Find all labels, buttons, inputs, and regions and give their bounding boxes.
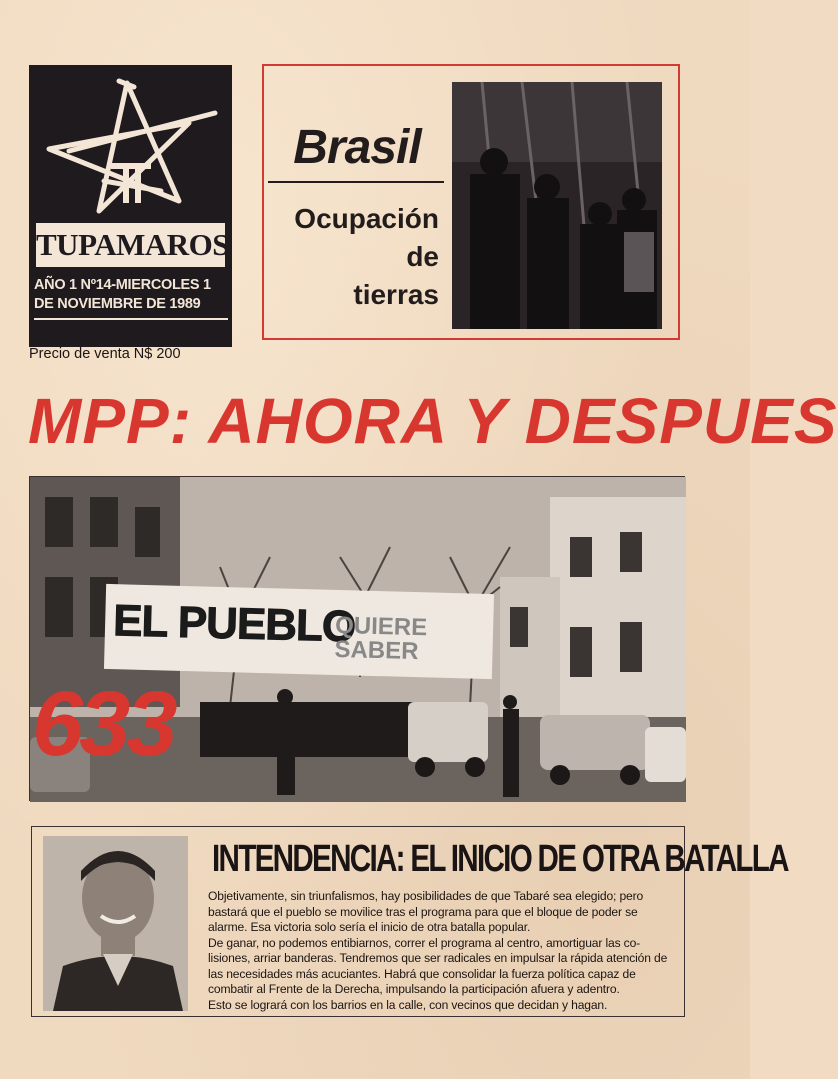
banner-sub-line-1: QUIERE xyxy=(334,611,428,642)
feature-photo-figures xyxy=(452,82,662,329)
graffiti-633: 633 xyxy=(32,673,174,775)
feature-subtitle-line-1: Ocupación xyxy=(294,203,439,234)
article-paragraph-2: De ganar, no podemos entibiarnos, correr el programa al centro, amortiguar las co-lisiones, arriar banderas. Tendremos que ser radicales en impulsar la rápida atención de las necesidades más acuciantes. Habrá que consolidar la fuerza política capaz de combatir al Frente de la Derecha, impulsando la participación afuera y adentro. xyxy=(208,935,668,996)
banner-sub-line-2: SABER xyxy=(334,635,419,666)
masthead-logo: TUPAMAROS xyxy=(36,223,225,267)
issue-line-2: DE NOVIEMBRE DE 1989 xyxy=(34,296,201,312)
article-body xyxy=(208,889,678,1013)
feature-photo xyxy=(452,82,662,329)
feature-subtitle-line-2: de xyxy=(406,241,439,272)
feature-box[interactable] xyxy=(262,64,680,340)
banner-sub-text xyxy=(334,611,428,666)
masthead xyxy=(29,65,232,347)
issue-date xyxy=(34,276,229,314)
feature-rule xyxy=(268,181,444,183)
price: Precio de venta N$ 200 xyxy=(29,346,181,362)
portrait-photo xyxy=(43,836,188,1011)
article-title[interactable]: INTENDENCIA: EL INICIO DE OTRA BATALLA xyxy=(212,838,788,880)
article-paragraph-3: Esto se logrará con los barrios en la calle, con vecinos que decidan y hagan. xyxy=(208,997,608,1012)
portrait-figure xyxy=(43,836,188,1011)
feature-title: Brasil xyxy=(293,121,421,174)
issue-rule xyxy=(34,318,228,320)
feature-subtitle-line-3: tierras xyxy=(353,279,439,310)
article-box[interactable] xyxy=(31,826,788,1017)
main-photo xyxy=(29,476,685,801)
star-logo-icon xyxy=(39,71,224,221)
article-paragraph-1: Objetivamente, sin triunfalismos, hay posibilidades de que Tabaré sea elegido; pero bastará que el pueblo se movilice tras el programa para que el bloque de poder se alarme. Esa victoria solo sería el inicio de otra batalla popular. xyxy=(208,889,644,934)
main-headline[interactable]: MPP: AHORA Y DESPUES xyxy=(28,385,838,457)
protest-banner xyxy=(104,584,494,679)
banner-main-text: EL PUEBLO xyxy=(112,596,356,652)
issue-line-1: AÑO 1 Nº14-MIERCOLES 1 xyxy=(34,277,211,293)
feature-subtitle xyxy=(268,200,439,314)
